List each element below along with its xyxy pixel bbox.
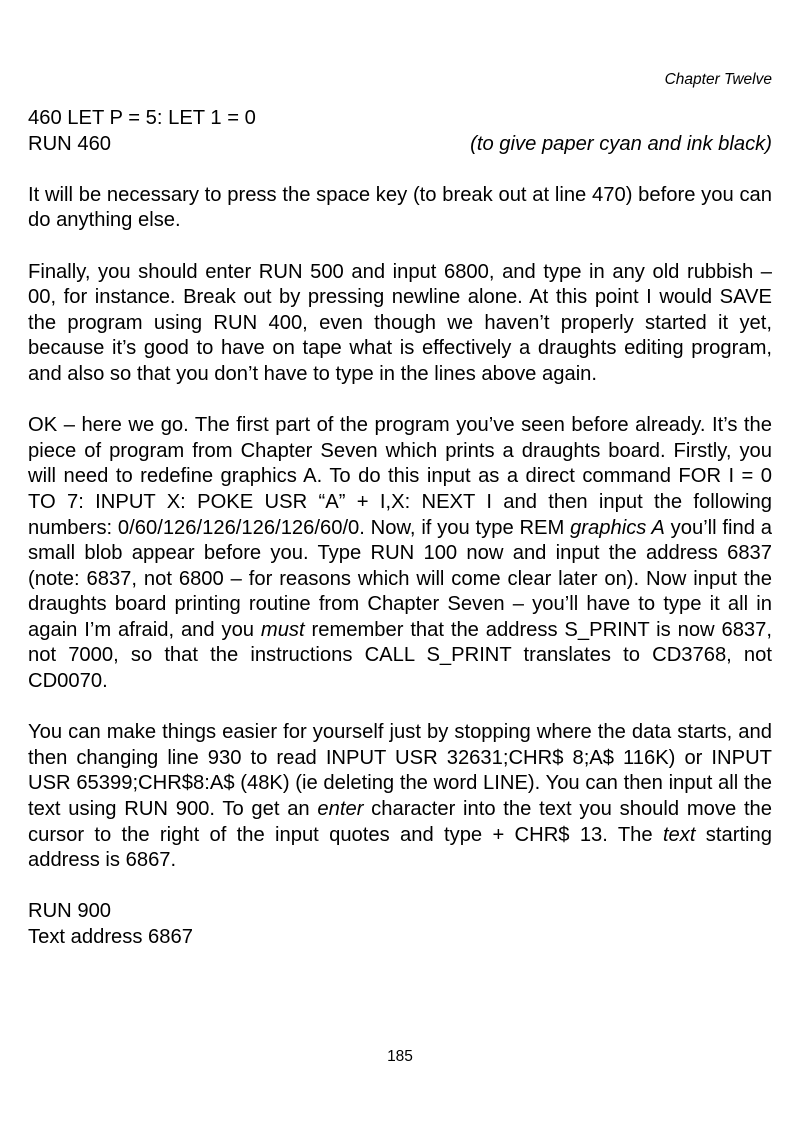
- text-run: remember that the address S_PRINT is now 6837, not 7000, so that the instructions CALL S_PRINT translates to CD3768, not CD0070.: [28, 618, 772, 693]
- emphasis: graphics A: [570, 516, 665, 539]
- text-run: OK – here we go. The first part of the program you’ve seen before already. It’s the piece of program from Chapter Seven which prints a draughts board. Firstly, you will need to redefine graphics A. To do this input as a direct command FOR I = 0 TO 7: INPUT X: POKE USR “A” + I,X: NEXT I and then input the following numbers: 0/60/126/126/126/126/60/0. Now, if you type REM: [28, 414, 772, 539]
- code-text: 460 LET P = 5: LET 1 = 0: [28, 107, 256, 129]
- text-run: You can make things easier for yourself just by stopping where the data starts, and then changing line 930 to read INPUT USR 32631;CHR$ 8;A$ 116K) or INPUT USR 65399;CHR$8:A$ (48K) (ie deleting the word LINE). You can then input all the text using RUN 900. To get an: [28, 721, 772, 821]
- code-note: (to give paper cyan and ink black): [470, 132, 772, 155]
- paragraph: [28, 413, 772, 695]
- paragraph-gap: [28, 695, 772, 721]
- code-line: [28, 106, 772, 132]
- text-run: character into the text you should move the cursor to the right of the input quotes and type + CHR$ 13. The: [28, 798, 773, 846]
- body-text: [28, 106, 772, 951]
- code-line: Text address 6867: [28, 926, 193, 948]
- paragraph: It will be necessary to press the space key (to break out at line 470) before you can do anything else.: [28, 183, 772, 232]
- code-text: RUN 460: [28, 132, 112, 155]
- paragraph-gap: [28, 388, 772, 414]
- chapter-header: Chapter Twelve: [664, 71, 772, 88]
- paragraph: [28, 720, 772, 874]
- emphasis: text: [662, 823, 696, 846]
- page-number: 185: [387, 1048, 413, 1065]
- text-run: starting address is 6867.: [28, 823, 772, 872]
- paragraph: Finally, you should enter RUN 500 and input 6800, and type in any old rubbish – 00, for instance. Break out by pressing newline alone. At this point I would SAVE the program using RUN 400, even though we haven’t properly started it yet, because it’s good to have on tape what is effectively a draughts editing program, and also so that you don’t have to type in the lines above again.: [28, 260, 772, 385]
- emphasis: must: [260, 618, 305, 641]
- paragraph-gap: [28, 234, 772, 260]
- text-run: you’ll find a small blob appear before you. Type RUN 100 now and input the address 6837 (note: 6837, not 6800 – for reasons which will come clear later on). Now input the draughts board printing routine from Chapter Seven – you’ll have to type it all in again I’m afraid, and you: [28, 516, 772, 641]
- paragraph-gap: [28, 874, 772, 900]
- code-line: RUN 900: [28, 900, 112, 923]
- emphasis: enter: [317, 798, 364, 821]
- code-line: [28, 132, 772, 158]
- paragraph-gap: [28, 157, 772, 183]
